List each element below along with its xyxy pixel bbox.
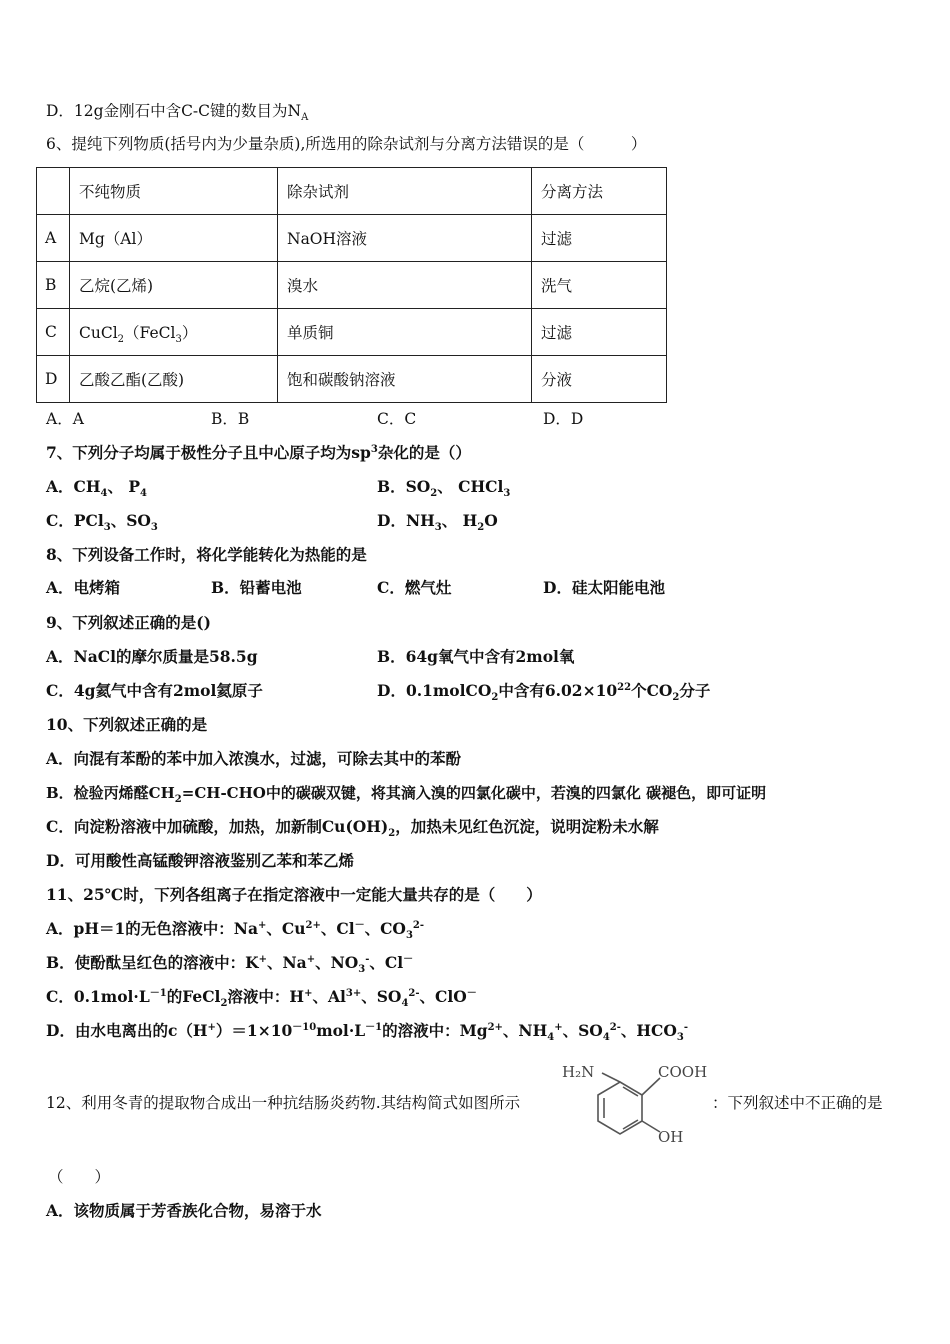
q10-option-d: D．可用酸性高锰酸钾溶液鉴别乙苯和苯乙烯: [46, 851, 354, 870]
q6-option-c: C．C: [377, 410, 417, 428]
q7-option-a: A．$CH_4$、 $P_4$: [46, 477, 148, 500]
q9-option-c: C．4g氦气中含有2mol氦原子: [46, 681, 263, 700]
q11-option-c: C．$0.1mol\cdot L^{-1}$的FeCl$_2$溶液中：H+、$Al^{3+}$、$SO_4^{2-}$、ClO－: [46, 987, 477, 1010]
q12-stem-end: ：下列叙述中不正确的是: [712, 1094, 883, 1112]
table-cell: B: [37, 262, 70, 309]
table-cell: 乙烷(乙烯): [70, 262, 278, 309]
table-cell: NaOH溶液: [278, 215, 532, 262]
q8-option-c: C．燃气灶: [377, 578, 452, 597]
q9-stem: 9、下列叙述正确的是(): [46, 613, 211, 632]
amino-bond: [602, 1073, 620, 1082]
table-header-cell: 不纯物质: [70, 168, 278, 215]
table-cell: 洗气: [532, 262, 667, 309]
table-cell: Mg（Al）: [70, 215, 278, 262]
q6-option-b: B．B: [211, 410, 250, 428]
q9-option-d: D．0.1molCO$_2$中含有$6.02\times 10^{22}$个$CO_2$分子: [377, 681, 711, 704]
table-header-cell: 除杂试剂: [278, 168, 532, 215]
table-cell: 分液: [532, 356, 667, 403]
q8-option-b: B．铅蓄电池: [211, 578, 302, 597]
table-cell: A: [37, 215, 70, 262]
q10-option-b: B．检验丙烯醛$CH_2=CH$-CHO中的碳碳双键，将其滴入溴的四氯化碳中，若溴的四氯化 碳褪色，即可证明: [46, 784, 767, 805]
q8-option-d: D．硅太阳能电池: [543, 578, 665, 597]
q10-option-c: C．向淀粉溶液中加硫酸，加热，加新制$Cu(OH)_2$，加热未见红色沉淀，说明淀粉未水解: [46, 817, 659, 840]
table-cell: D: [37, 356, 70, 403]
table-header-cell: [37, 168, 70, 215]
table-cell: 过滤: [532, 309, 667, 356]
q8-stem: 8、下列设备工作时，将化学能转化为热能的是: [46, 545, 367, 564]
hydroxyl-label: OH: [658, 1128, 684, 1146]
table-cell: CuCl$_2$（FeCl$_3$）: [70, 309, 278, 356]
q7-stem: 7、下列分子均属于极性分子且中心原子均为$sp^3$杂化的是（）: [46, 443, 471, 462]
q11-option-a: A．pH＝1的无色溶液中：Na+、$Cu^{2+}$、Cl－、$CO_3^{2-}$: [46, 919, 425, 942]
q7-option-c: C．PCl$_3$、$SO_3$: [46, 511, 158, 534]
table-header-cell: 分离方法: [532, 168, 667, 215]
q6-option-d: D．D: [543, 410, 584, 428]
q12-option-a: A．该物质属于芳香族化合物，易溶于水: [46, 1201, 322, 1220]
table-cell: 过滤: [532, 215, 667, 262]
q10-stem: 10、下列叙述正确的是: [46, 715, 208, 734]
amino-label: H₂N: [562, 1063, 595, 1081]
q11-option-b: B．使酚酞呈红色的溶液中：K+、Na+、$NO_3^-$、Cl－: [46, 953, 414, 976]
q6-table: [36, 167, 667, 403]
table-cell: 溴水: [278, 262, 532, 309]
table-header-row: [37, 168, 667, 215]
q10-option-a: A．向混有苯酚的苯中加入浓溴水，过滤，可除去其中的苯酚: [46, 749, 462, 768]
q9-option-a: A．NaCl的摩尔质量是58.5g: [46, 647, 258, 666]
q12-stem-start: 12、利用冬青的提取物合成出一种抗结肠炎药物.其结构简式如图所示: [46, 1094, 521, 1112]
q8-option-a: A．电烤箱: [46, 578, 121, 597]
q5-option-d: D．12g金刚石中含C-C键的数目为$N_A$: [46, 102, 309, 124]
q7-option-b: B．$SO_2$、 CHCl$_3$: [377, 477, 511, 500]
table-row: [37, 309, 667, 356]
q11-stem: 11、25℃时，下列各组离子在指定溶液中一定能大量共存的是（ ）: [46, 885, 542, 904]
table-row: [37, 215, 667, 262]
table-row: [37, 356, 667, 403]
structure-image: [560, 1060, 720, 1150]
table-cell: C: [37, 309, 70, 356]
q6-option-a: A．A: [46, 410, 84, 428]
q9-option-b: B．64g氧气中含有2mol氧: [377, 647, 575, 666]
q12-answer-paren: （ ）: [48, 1168, 111, 1186]
q6-stem: 6、提纯下列物质(括号内为少量杂质),所选用的除杂试剂与分离方法错误的是（ ）: [46, 135, 647, 153]
table-cell: 单质铜: [278, 309, 532, 356]
q7-option-d: D．$NH_3$、 $H_2O$: [377, 511, 498, 534]
table-cell: 乙酸乙酯(乙酸): [70, 356, 278, 403]
table-row: [37, 262, 667, 309]
carboxyl-label: COOH: [658, 1063, 708, 1081]
q11-option-d: D．由水电离出的$c(H^+)=1\times 10^{-10}mol\cdot L^{-1}$的溶液中：$Mg^{2+}$、$NH_4^+$、$SO_4^{2-}$、$HCO_3^-$: [46, 1021, 688, 1044]
table-cell: 饱和碳酸钠溶液: [278, 356, 532, 403]
